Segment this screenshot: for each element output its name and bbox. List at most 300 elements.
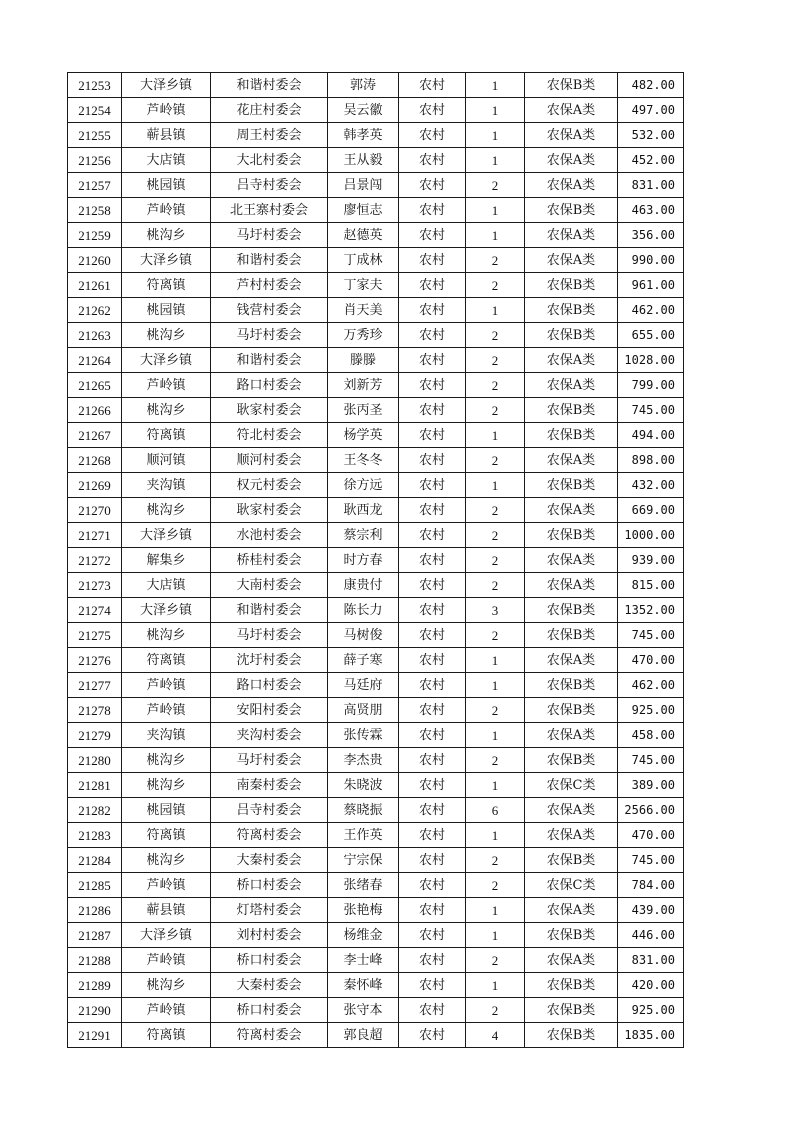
person-name-cell: 丁家夫 [328, 273, 399, 298]
household-count-cell: 1 [466, 973, 525, 998]
person-name-cell: 吕景闯 [328, 173, 399, 198]
table-row [68, 423, 684, 448]
amount-cell: 389.00 [618, 773, 684, 798]
amount-cell: 470.00 [618, 648, 684, 673]
village-committee-cell: 南秦村委会 [211, 773, 328, 798]
household-count-cell: 1 [466, 923, 525, 948]
amount-cell: 470.00 [618, 823, 684, 848]
village-committee-cell: 大北村委会 [211, 148, 328, 173]
record-id-cell: 21279 [68, 723, 122, 748]
area-type-cell: 农村 [399, 673, 466, 698]
amount-cell: 990.00 [618, 248, 684, 273]
village-committee-cell: 顺河村委会 [211, 448, 328, 473]
village-committee-cell: 夹沟村委会 [211, 723, 328, 748]
amount-cell: 898.00 [618, 448, 684, 473]
area-type-cell: 农村 [399, 198, 466, 223]
village-committee-cell: 周王村委会 [211, 123, 328, 148]
insurance-category-cell: 农保B类 [525, 398, 618, 423]
insurance-category-cell: 农保B类 [525, 323, 618, 348]
amount-cell: 2566.00 [618, 798, 684, 823]
table-row [68, 273, 684, 298]
person-name-cell: 张传霖 [328, 723, 399, 748]
table-row [68, 948, 684, 973]
table-row [68, 998, 684, 1023]
area-type-cell: 农村 [399, 373, 466, 398]
township-cell: 桃沟乡 [122, 748, 211, 773]
person-name-cell: 王冬冬 [328, 448, 399, 473]
village-committee-cell: 吕寺村委会 [211, 798, 328, 823]
amount-cell: 745.00 [618, 848, 684, 873]
insurance-category-cell: 农保A类 [525, 798, 618, 823]
person-name-cell: 杨学英 [328, 423, 399, 448]
table-row [68, 223, 684, 248]
person-name-cell: 耿西龙 [328, 498, 399, 523]
person-name-cell: 廖恒志 [328, 198, 399, 223]
amount-cell: 452.00 [618, 148, 684, 173]
insurance-category-cell: 农保C类 [525, 873, 618, 898]
township-cell: 桃园镇 [122, 298, 211, 323]
household-count-cell: 2 [466, 623, 525, 648]
table-row [68, 473, 684, 498]
record-id-cell: 21278 [68, 698, 122, 723]
amount-cell: 1028.00 [618, 348, 684, 373]
insurance-category-cell: 农保B类 [525, 73, 618, 98]
record-id-cell: 21273 [68, 573, 122, 598]
household-count-cell: 2 [466, 523, 525, 548]
household-count-cell: 2 [466, 998, 525, 1023]
township-cell: 芦岭镇 [122, 948, 211, 973]
township-cell: 桃沟乡 [122, 773, 211, 798]
person-name-cell: 张艳梅 [328, 898, 399, 923]
table-row [68, 498, 684, 523]
household-count-cell: 1 [466, 223, 525, 248]
village-committee-cell: 符北村委会 [211, 423, 328, 448]
insurance-category-cell: 农保A类 [525, 648, 618, 673]
record-id-cell: 21255 [68, 123, 122, 148]
township-cell: 夹沟镇 [122, 723, 211, 748]
insurance-category-cell: 农保B类 [525, 298, 618, 323]
insurance-category-cell: 农保A类 [525, 223, 618, 248]
village-committee-cell: 芦村村委会 [211, 273, 328, 298]
insurance-category-cell: 农保B类 [525, 198, 618, 223]
person-name-cell: 王从毅 [328, 148, 399, 173]
village-committee-cell: 马圩村委会 [211, 323, 328, 348]
insurance-category-cell: 农保A类 [525, 723, 618, 748]
person-name-cell: 李杰贵 [328, 748, 399, 773]
record-id-cell: 21277 [68, 673, 122, 698]
area-type-cell: 农村 [399, 448, 466, 473]
area-type-cell: 农村 [399, 423, 466, 448]
person-name-cell: 韩孝英 [328, 123, 399, 148]
insurance-category-cell: 农保B类 [525, 598, 618, 623]
person-name-cell: 高贤朋 [328, 698, 399, 723]
village-committee-cell: 桥桂村委会 [211, 548, 328, 573]
village-committee-cell: 刘村村委会 [211, 923, 328, 948]
record-id-cell: 21260 [68, 248, 122, 273]
insurance-category-cell: 农保A类 [525, 948, 618, 973]
table-row [68, 698, 684, 723]
village-committee-cell: 马圩村委会 [211, 748, 328, 773]
area-type-cell: 农村 [399, 498, 466, 523]
area-type-cell: 农村 [399, 323, 466, 348]
insurance-category-cell: 农保A类 [525, 448, 618, 473]
area-type-cell: 农村 [399, 173, 466, 198]
township-cell: 符离镇 [122, 423, 211, 448]
insurance-category-cell: 农保A类 [525, 498, 618, 523]
household-count-cell: 2 [466, 848, 525, 873]
household-count-cell: 1 [466, 773, 525, 798]
insurance-category-cell: 农保B类 [525, 423, 618, 448]
amount-cell: 655.00 [618, 323, 684, 348]
amount-cell: 799.00 [618, 373, 684, 398]
amount-cell: 745.00 [618, 398, 684, 423]
person-name-cell: 丁成林 [328, 248, 399, 273]
household-count-cell: 1 [466, 898, 525, 923]
village-committee-cell: 和谐村委会 [211, 73, 328, 98]
area-type-cell: 农村 [399, 623, 466, 648]
table-row [68, 823, 684, 848]
village-committee-cell: 符离村委会 [211, 823, 328, 848]
person-name-cell: 薛子寒 [328, 648, 399, 673]
insurance-category-cell: 农保B类 [525, 623, 618, 648]
table-row [68, 748, 684, 773]
township-cell: 夹沟镇 [122, 473, 211, 498]
area-type-cell: 农村 [399, 223, 466, 248]
record-id-cell: 21269 [68, 473, 122, 498]
record-id-cell: 21288 [68, 948, 122, 973]
insurance-category-cell: 农保B类 [525, 923, 618, 948]
township-cell: 桃沟乡 [122, 323, 211, 348]
amount-cell: 1352.00 [618, 598, 684, 623]
record-id-cell: 21271 [68, 523, 122, 548]
person-name-cell: 张丙圣 [328, 398, 399, 423]
household-count-cell: 1 [466, 123, 525, 148]
household-count-cell: 2 [466, 373, 525, 398]
person-name-cell: 陈长力 [328, 598, 399, 623]
person-name-cell: 万秀珍 [328, 323, 399, 348]
village-committee-cell: 吕寺村委会 [211, 173, 328, 198]
table-row [68, 773, 684, 798]
village-committee-cell: 钱营村委会 [211, 298, 328, 323]
household-count-cell: 4 [466, 1023, 525, 1048]
person-name-cell: 蔡宗利 [328, 523, 399, 548]
record-id-cell: 21272 [68, 548, 122, 573]
amount-cell: 494.00 [618, 423, 684, 448]
record-id-cell: 21261 [68, 273, 122, 298]
table-row [68, 798, 684, 823]
household-count-cell: 1 [466, 723, 525, 748]
table-row [68, 573, 684, 598]
household-count-cell: 1 [466, 648, 525, 673]
household-count-cell: 6 [466, 798, 525, 823]
insurance-category-cell: 农保A类 [525, 173, 618, 198]
amount-cell: 356.00 [618, 223, 684, 248]
insurance-category-cell: 农保B类 [525, 473, 618, 498]
record-id-cell: 21284 [68, 848, 122, 873]
township-cell: 解集乡 [122, 548, 211, 573]
insurance-category-cell: 农保A类 [525, 248, 618, 273]
person-name-cell: 朱晓波 [328, 773, 399, 798]
amount-cell: 532.00 [618, 123, 684, 148]
table-row [68, 523, 684, 548]
area-type-cell: 农村 [399, 298, 466, 323]
record-id-cell: 21257 [68, 173, 122, 198]
village-committee-cell: 和谐村委会 [211, 348, 328, 373]
person-name-cell: 徐方远 [328, 473, 399, 498]
table-row [68, 898, 684, 923]
household-count-cell: 1 [466, 823, 525, 848]
record-id-cell: 21286 [68, 898, 122, 923]
person-name-cell: 郭良超 [328, 1023, 399, 1048]
household-count-cell: 1 [466, 473, 525, 498]
person-name-cell: 杨维金 [328, 923, 399, 948]
table-row [68, 873, 684, 898]
record-id-cell: 21287 [68, 923, 122, 948]
record-id-cell: 21259 [68, 223, 122, 248]
person-name-cell: 李士峰 [328, 948, 399, 973]
township-cell: 符离镇 [122, 273, 211, 298]
area-type-cell: 农村 [399, 523, 466, 548]
record-id-cell: 21276 [68, 648, 122, 673]
amount-cell: 745.00 [618, 623, 684, 648]
area-type-cell: 农村 [399, 98, 466, 123]
household-count-cell: 2 [466, 548, 525, 573]
village-committee-cell: 耿家村委会 [211, 498, 328, 523]
township-cell: 桃园镇 [122, 173, 211, 198]
record-id-cell: 21268 [68, 448, 122, 473]
township-cell: 桃沟乡 [122, 498, 211, 523]
household-count-cell: 1 [466, 73, 525, 98]
area-type-cell: 农村 [399, 848, 466, 873]
record-id-cell: 21263 [68, 323, 122, 348]
table-row [68, 198, 684, 223]
table-row [68, 398, 684, 423]
household-count-cell: 2 [466, 173, 525, 198]
village-committee-cell: 大秦村委会 [211, 848, 328, 873]
household-count-cell: 2 [466, 573, 525, 598]
township-cell: 符离镇 [122, 823, 211, 848]
insurance-category-cell: 农保A类 [525, 898, 618, 923]
area-type-cell: 农村 [399, 948, 466, 973]
amount-cell: 420.00 [618, 973, 684, 998]
insurance-category-cell: 农保B类 [525, 748, 618, 773]
amount-cell: 463.00 [618, 198, 684, 223]
insurance-category-cell: 农保B类 [525, 973, 618, 998]
amount-cell: 446.00 [618, 923, 684, 948]
person-name-cell: 王作英 [328, 823, 399, 848]
household-count-cell: 2 [466, 948, 525, 973]
person-name-cell: 秦怀峰 [328, 973, 399, 998]
insurance-category-cell: 农保C类 [525, 773, 618, 798]
household-count-cell: 2 [466, 873, 525, 898]
area-type-cell: 农村 [399, 548, 466, 573]
township-cell: 大泽乡镇 [122, 248, 211, 273]
person-name-cell: 宁宗保 [328, 848, 399, 873]
township-cell: 大泽乡镇 [122, 523, 211, 548]
village-committee-cell: 桥口村委会 [211, 998, 328, 1023]
area-type-cell: 农村 [399, 798, 466, 823]
village-committee-cell: 水池村委会 [211, 523, 328, 548]
household-count-cell: 2 [466, 748, 525, 773]
table-row [68, 648, 684, 673]
village-committee-cell: 北王寨村委会 [211, 198, 328, 223]
record-id-cell: 21285 [68, 873, 122, 898]
amount-cell: 925.00 [618, 998, 684, 1023]
amount-cell: 831.00 [618, 173, 684, 198]
insurance-category-cell: 农保A类 [525, 123, 618, 148]
household-count-cell: 2 [466, 498, 525, 523]
table-row [68, 448, 684, 473]
area-type-cell: 农村 [399, 973, 466, 998]
township-cell: 桃沟乡 [122, 848, 211, 873]
record-id-cell: 21280 [68, 748, 122, 773]
township-cell: 大泽乡镇 [122, 598, 211, 623]
village-committee-cell: 权元村委会 [211, 473, 328, 498]
area-type-cell: 农村 [399, 748, 466, 773]
amount-cell: 669.00 [618, 498, 684, 523]
table-row [68, 373, 684, 398]
table-row [68, 973, 684, 998]
township-cell: 芦岭镇 [122, 873, 211, 898]
insurance-category-cell: 农保B类 [525, 998, 618, 1023]
township-cell: 大泽乡镇 [122, 923, 211, 948]
township-cell: 符离镇 [122, 1023, 211, 1048]
person-name-cell: 郭涛 [328, 73, 399, 98]
table-row [68, 548, 684, 573]
amount-cell: 831.00 [618, 948, 684, 973]
area-type-cell: 农村 [399, 148, 466, 173]
household-count-cell: 1 [466, 98, 525, 123]
amount-cell: 458.00 [618, 723, 684, 748]
insurance-category-cell: 农保A类 [525, 348, 618, 373]
township-cell: 大泽乡镇 [122, 73, 211, 98]
amount-cell: 462.00 [618, 673, 684, 698]
record-id-cell: 21266 [68, 398, 122, 423]
amount-cell: 439.00 [618, 898, 684, 923]
area-type-cell: 农村 [399, 248, 466, 273]
household-count-cell: 2 [466, 448, 525, 473]
area-type-cell: 农村 [399, 598, 466, 623]
area-type-cell: 农村 [399, 723, 466, 748]
record-id-cell: 21290 [68, 998, 122, 1023]
household-count-cell: 1 [466, 298, 525, 323]
area-type-cell: 农村 [399, 273, 466, 298]
household-count-cell: 2 [466, 348, 525, 373]
amount-cell: 925.00 [618, 698, 684, 723]
township-cell: 符离镇 [122, 648, 211, 673]
record-id-cell: 21270 [68, 498, 122, 523]
person-name-cell: 康贵付 [328, 573, 399, 598]
area-type-cell: 农村 [399, 348, 466, 373]
household-count-cell: 1 [466, 673, 525, 698]
table-row [68, 298, 684, 323]
person-name-cell: 赵德英 [328, 223, 399, 248]
amount-cell: 745.00 [618, 748, 684, 773]
record-id-cell: 21256 [68, 148, 122, 173]
insurance-category-cell: 农保B类 [525, 698, 618, 723]
amount-cell: 482.00 [618, 73, 684, 98]
amount-cell: 462.00 [618, 298, 684, 323]
record-id-cell: 21291 [68, 1023, 122, 1048]
table-row [68, 623, 684, 648]
area-type-cell: 农村 [399, 923, 466, 948]
record-id-cell: 21275 [68, 623, 122, 648]
household-count-cell: 1 [466, 148, 525, 173]
table-body [68, 73, 684, 1048]
amount-cell: 939.00 [618, 548, 684, 573]
person-name-cell: 肖天美 [328, 298, 399, 323]
township-cell: 桃园镇 [122, 798, 211, 823]
person-name-cell: 马廷府 [328, 673, 399, 698]
township-cell: 芦岭镇 [122, 673, 211, 698]
amount-cell: 1835.00 [618, 1023, 684, 1048]
village-committee-cell: 灯塔村委会 [211, 898, 328, 923]
record-id-cell: 21265 [68, 373, 122, 398]
area-type-cell: 农村 [399, 573, 466, 598]
township-cell: 桃沟乡 [122, 223, 211, 248]
township-cell: 大店镇 [122, 148, 211, 173]
township-cell: 芦岭镇 [122, 198, 211, 223]
township-cell: 蕲县镇 [122, 123, 211, 148]
township-cell: 大泽乡镇 [122, 348, 211, 373]
table-row [68, 123, 684, 148]
table-row [68, 723, 684, 748]
area-type-cell: 农村 [399, 698, 466, 723]
insurance-category-cell: 农保A类 [525, 548, 618, 573]
household-count-cell: 2 [466, 248, 525, 273]
village-committee-cell: 马圩村委会 [211, 223, 328, 248]
amount-cell: 497.00 [618, 98, 684, 123]
village-committee-cell: 耿家村委会 [211, 398, 328, 423]
area-type-cell: 农村 [399, 473, 466, 498]
person-name-cell: 时方春 [328, 548, 399, 573]
record-id-cell: 21283 [68, 823, 122, 848]
village-committee-cell: 和谐村委会 [211, 598, 328, 623]
table-row [68, 1023, 684, 1048]
village-committee-cell: 沈圩村委会 [211, 648, 328, 673]
table-row [68, 673, 684, 698]
insurance-category-cell: 农保B类 [525, 1023, 618, 1048]
area-type-cell: 农村 [399, 898, 466, 923]
household-count-cell: 2 [466, 273, 525, 298]
household-count-cell: 2 [466, 698, 525, 723]
area-type-cell: 农村 [399, 998, 466, 1023]
amount-cell: 432.00 [618, 473, 684, 498]
township-cell: 蕲县镇 [122, 898, 211, 923]
amount-cell: 784.00 [618, 873, 684, 898]
township-cell: 芦岭镇 [122, 98, 211, 123]
area-type-cell: 农村 [399, 73, 466, 98]
township-cell: 芦岭镇 [122, 373, 211, 398]
village-committee-cell: 和谐村委会 [211, 248, 328, 273]
village-committee-cell: 大南村委会 [211, 573, 328, 598]
village-committee-cell: 马圩村委会 [211, 623, 328, 648]
table-row [68, 148, 684, 173]
village-committee-cell: 路口村委会 [211, 373, 328, 398]
township-cell: 大店镇 [122, 573, 211, 598]
village-committee-cell: 路口村委会 [211, 673, 328, 698]
record-id-cell: 21267 [68, 423, 122, 448]
area-type-cell: 农村 [399, 873, 466, 898]
table-row [68, 73, 684, 98]
person-name-cell: 张绪春 [328, 873, 399, 898]
record-id-cell: 21289 [68, 973, 122, 998]
table-row [68, 173, 684, 198]
village-committee-cell: 符离村委会 [211, 1023, 328, 1048]
person-name-cell: 滕滕 [328, 348, 399, 373]
record-id-cell: 21253 [68, 73, 122, 98]
area-type-cell: 农村 [399, 823, 466, 848]
